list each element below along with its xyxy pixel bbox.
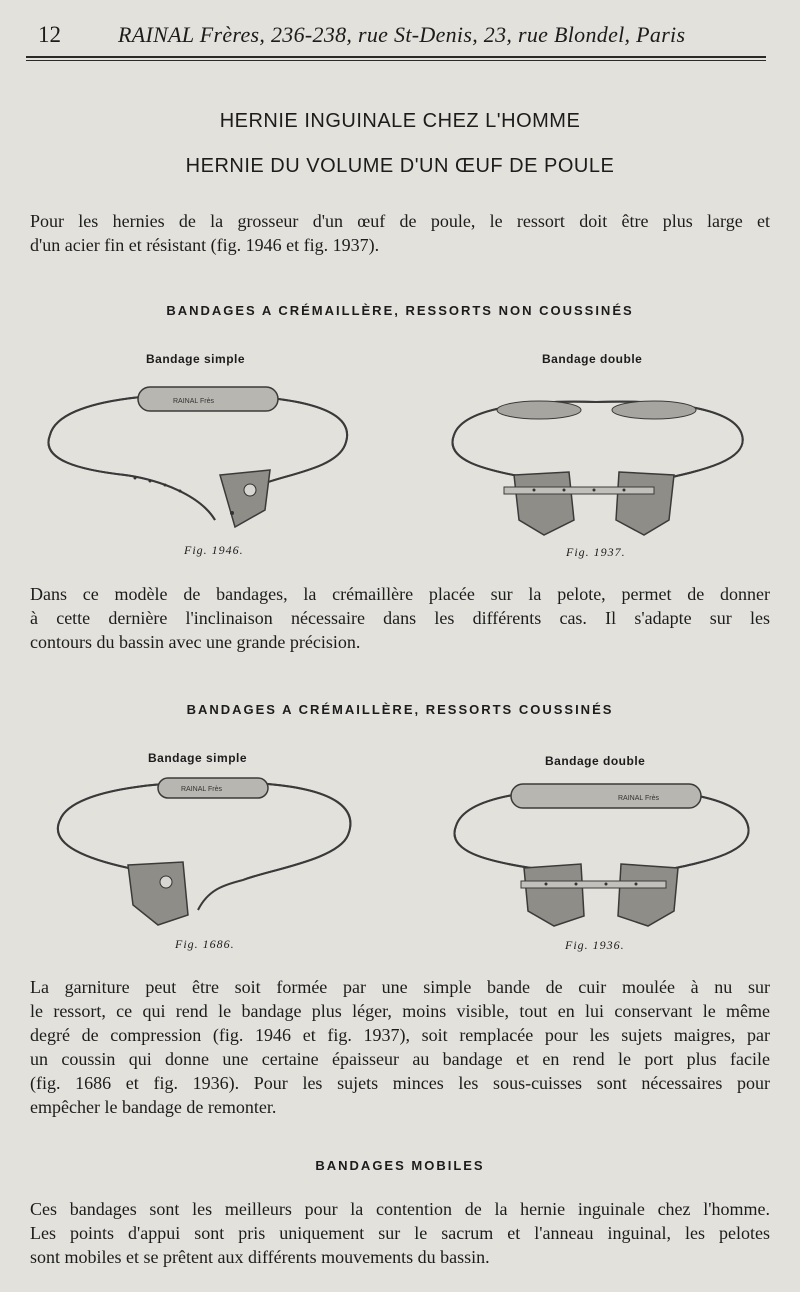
figure-label-double: Bandage double [542, 352, 643, 366]
section-heading-non-coussines: BANDAGES A CRÉMAILLÈRE, RESSORTS NON COUSSINÉS [166, 303, 634, 318]
sub-title: HERNIE DU VOLUME D'UN ŒUF DE POULE [185, 155, 615, 177]
header-rule-thin [26, 60, 766, 61]
section2-line: degré de compression (fig. 1946 et fig. 1937), soit remplacée pour les sujets maigres, par [30, 1025, 770, 1045]
engraving-rainal-3: RAINAL Frès [618, 795, 659, 802]
section-heading-mobiles: BANDAGES MOBILES [315, 1158, 485, 1173]
figure-caption-1946: Fig. 1946. [184, 543, 244, 557]
bandage-double-illustration-fig-1936 [446, 776, 756, 936]
section3-line: sont mobiles et se prêtent aux différents mouvements du bassin. [30, 1247, 490, 1267]
section1-line: Dans ce modèle de bandages, la crémaillère placée sur la pelote, permet de donner [30, 584, 770, 604]
running-head: RAINAL Frères, 236-238, rue St-Denis, 23, rue Blondel, Paris [118, 22, 686, 47]
section-heading-coussines: BANDAGES A CRÉMAILLÈRE, RESSORTS COUSSINÉS [186, 702, 614, 717]
page-number: 12 [38, 22, 61, 47]
intro-line: Pour les hernies de la grosseur d'un œuf de poule, le ressort doit être plus large et [30, 211, 770, 231]
bandage-double-illustration-fig-1937 [444, 390, 749, 540]
section2-paragraph [30, 975, 770, 1119]
figure-label-simple: Bandage simple [146, 352, 246, 366]
figure-caption-1686: Fig. 1686. [175, 937, 235, 951]
section1-paragraph [30, 582, 770, 654]
section2-line: un coussin qui donne une certaine épaisseur au bandage et en rend le port plus facile [30, 1049, 770, 1069]
engraving-rainal: RAINAL Frès [173, 398, 214, 405]
figure-label-double-2: Bandage double [545, 754, 646, 768]
section1-line: contours du bassin avec une grande précision. [30, 632, 361, 652]
bandage-simple-illustration-fig-1686 [48, 770, 358, 935]
section2-line: empêcher le bandage de remonter. [30, 1097, 277, 1117]
bandage-simple-illustration-fig-1946 [40, 375, 360, 540]
page-header [34, 22, 766, 52]
main-title: HERNIE INGUINALE CHEZ L'HOMME [219, 110, 581, 132]
intro-paragraph [30, 209, 770, 257]
figure-caption-1937: Fig. 1937. [566, 545, 626, 559]
intro-line: d'un acier fin et résistant (fig. 1946 et fig. 1937). [30, 235, 380, 255]
figure-label-simple-2: Bandage simple [148, 751, 248, 765]
header-rule [26, 56, 766, 58]
section3-line: Les points d'appui sont pris uniquement sur le sacrum et l'anneau inguinal, les pelotes [30, 1223, 770, 1243]
section3-paragraph [30, 1197, 770, 1269]
section2-line: La garniture peut être soit formée par une simple bande de cuir moulée à nu sur [30, 977, 770, 997]
engraving-rainal-2: RAINAL Frès [181, 786, 222, 793]
section2-line: (fig. 1686 et fig. 1936). Pour les sujets minces les sous-cuisses sont nécessaires pour [30, 1073, 770, 1093]
section3-line: Ces bandages sont les meilleurs pour la contention de la hernie inguinale chez l'homme. [30, 1199, 770, 1219]
section1-line: à cette dernière l'inclinaison nécessaire dans les différents cas. Il s'adapte sur les [30, 608, 770, 628]
figure-caption-1936: Fig. 1936. [565, 938, 625, 952]
section2-line: le ressort, ce qui rend le bandage plus léger, moins visible, tout en lui conservant le même [30, 1001, 770, 1021]
